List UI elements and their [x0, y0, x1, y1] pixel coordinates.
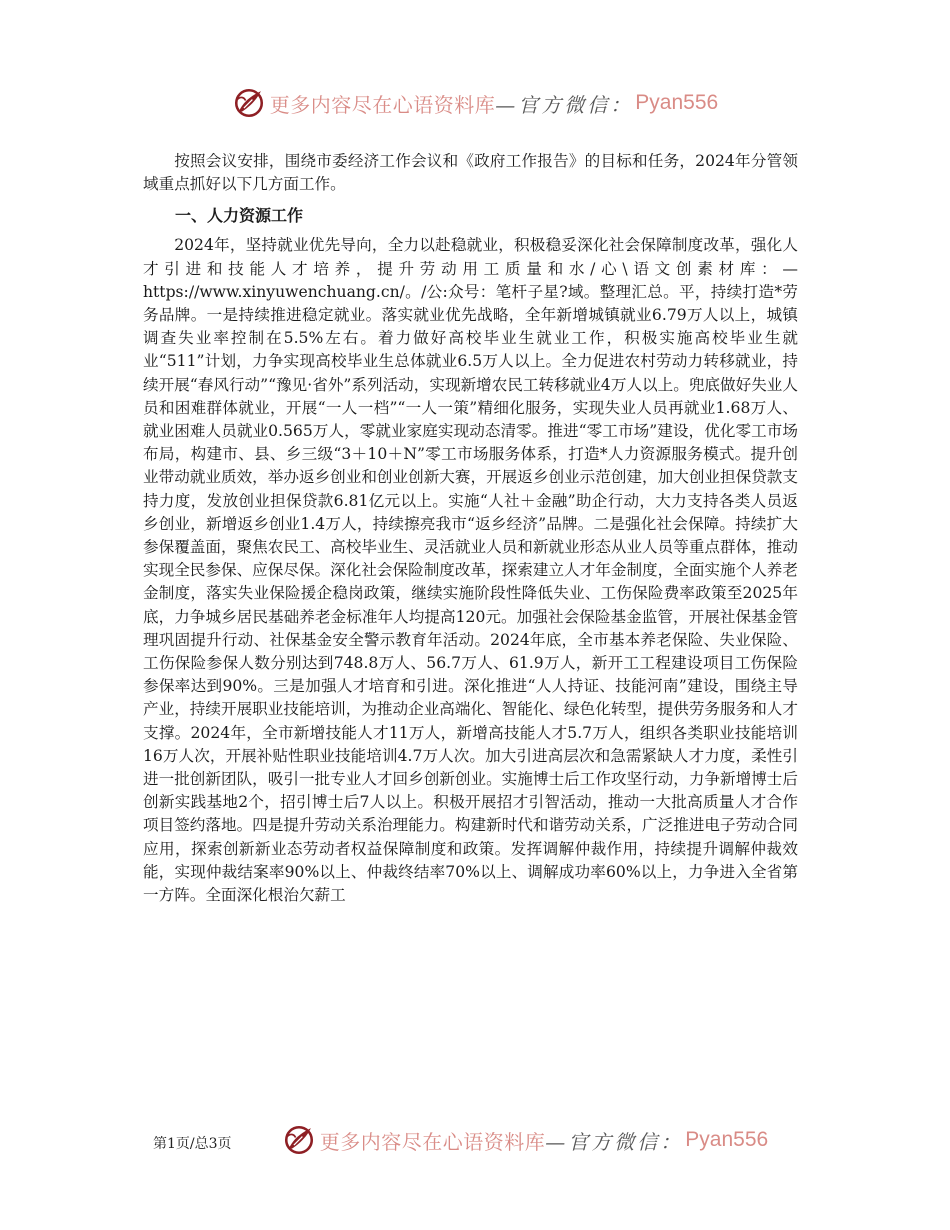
document-body — [143, 150, 798, 907]
watermark-wechat-id: Pyan556 — [635, 91, 719, 114]
intro-paragraph: 按照会议安排，围绕市委经济工作会议和《政府工作报告》的目标和任务，2024年分管领域重点抓好以下几方面工作。 — [143, 152, 798, 194]
watermark-separator-text: —官方微信： — [545, 1129, 684, 1154]
page-indicator: 第1页/总3页 — [153, 1136, 232, 1152]
watermark-separator-text: —官方微信： — [495, 92, 634, 117]
section-1-paragraph: 2024年，坚持就业优先导向，全力以赴稳就业，积极稳妥深化社会保障制度改革，强化人才引进和技能人才培养，提升劳动用工质量和水/心\语文创素材库：—https://www.xinyuwenchuang.cn/。/公:众号：笔杆子星?域。整理汇总。平，持续打造*劳务品牌。一是持续推进稳定就业。落实就业优先战略，全年新增城镇就业6.79万人以上，城镇调查失业率控制在5.5%左右。着力做好高校毕业生就业工作，积极实施高校毕业生就业“511”计划，力争实现高校毕业生总体就业6.5万人以上。全力促进农村劳动力转移就业，持续开展“春风行动”“豫见·省外”系列活动，实现新增农民工转移就业4万人以上。兜底做好失业人员和困难群体就业，开展“一人一档”“一人一策”精细化服务，实现失业人员再就业1.68万人、就业困难人员就业0.565万人，零就业家庭实现动态清零。推进“零工市场”建设，优化零工市场布局，构建市、县、乡三级“3＋10＋N”零工市场服务体系，打造*人力资源服务模式。提升创业带动就业质效，举办返乡创业和创业创新大赛，开展返乡创业示范创建，加大创业担保贷款支持力度，发放创业担保贷款6.81亿元以上。实施“人社＋金融”助企行动，大力支持各类人员返乡创业，新增返乡创业1.4万人，持续擦亮我市“返乡经济”品牌。二是强化社会保障。持续扩大参保覆盖面，聚焦农民工、高校毕业生、灵活就业人员和新就业形态从业人员等重点群体，推动实现全民参保、应保尽保。深化社会保险制度改革，探索建立人才年金制度，全面实施个人养老金制度，落实失业保险援企稳岗政策，继续实施阶段性降低失业、工伤保险费率政策至2025年底，力争城乡居民基础养老金标准年人均提高120元。加强社会保险基金监管，开展社保基金管理巩固提升行动、社保基金安全警示教育年活动。2024年底，全市基本养老保险、失业保险、工伤保险参保人数分别达到748.8万人、56.7万人、61.9万人，新开工工程建设项目工伤保险参保率达到90%。三是加强人才培育和引进。深化推进“人人持证、技能河南”建设，围绕主导产业，持续开展职业技能培训，为推动企业高端化、智能化、绿色化转型，提供劳务服务和人才支撑。2024年，全市新增技能人才11万人，新增高技能人才5.7万人，组织各类职业技能培训16万人次，开展补贴性职业技能培训4.7万人次。加大引进高层次和急需紧缺人才力度，柔性引进一批创新团队，吸引一批专业人才回乡创新创业。实施博士后工作攻坚行动，力争新增博士后创新实践基地2个，招引博士后7人以上。积极开展招才引智活动，推动一大批高质量人才合作项目签约落地。四是提升劳动关系治理能力。构建新时代和谐劳动关系，广泛推进电子劳动合同应用，探索创新新业态劳动者权益保障制度和政策。发挥调解仲裁作用，持续提升调解仲裁效能，实现仲裁结案率90%以上、仲裁终结率70%以上、调解成功率60%以上，力争进入全省第一方阵。全面深化根治欠薪工 — [143, 236, 798, 905]
quill-pen-logo-icon — [232, 86, 266, 120]
watermark-wechat-id: Pyan556 — [685, 1128, 769, 1151]
quill-pen-logo-icon — [282, 1123, 316, 1157]
section-heading-human-resources: 一、人力资源工作 — [175, 206, 304, 226]
watermark-brand-text: 更多内容尽在心语资料库 — [269, 92, 496, 117]
watermark-brand-text: 更多内容尽在心语资料库 — [319, 1129, 546, 1154]
header-watermark-banner — [0, 83, 950, 123]
